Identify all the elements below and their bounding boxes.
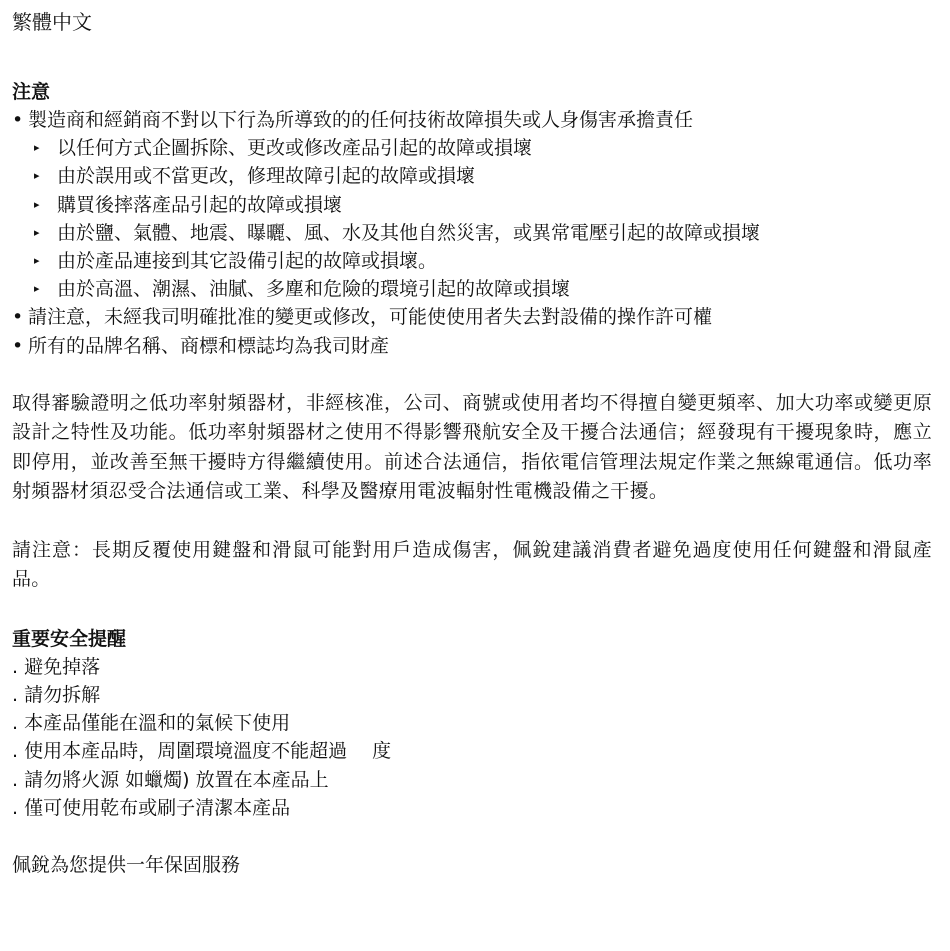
liability-item-text: 由於誤用或不當更改，修理故障引起的故障或損壞	[57, 165, 476, 188]
triangle-bullet-icon: ▸	[34, 169, 40, 183]
liability-item	[12, 134, 932, 162]
liability-item	[12, 247, 932, 275]
safety-item: . 請勿拆解	[12, 684, 101, 707]
safety-item: . 請勿將火源 如蠟燭) 放置在本產品上	[12, 768, 329, 791]
liability-item	[12, 162, 932, 190]
safety-item: . 僅可使用乾布或刷子清潔本產品	[12, 796, 291, 819]
liability-item-text: 由於鹽、氣體、地震、曝曬、風、水及其他自然災害，或異常電壓引起的故障或損壞	[57, 221, 761, 244]
triangle-bullet-icon: ▸	[34, 197, 40, 211]
bullet-dot: •	[12, 109, 24, 131]
triangle-bullet-icon: ▸	[34, 254, 40, 268]
liability-text: 製造商和經銷商不對以下行為所導致的的任何技術故障損失或人身傷害承擔責任	[28, 109, 694, 131]
language-title: 繁體中文	[12, 10, 92, 34]
trademark-notice-text: 所有的品牌名稱、商標和標誌均為我司財產	[28, 334, 390, 357]
safety-item: . 使用本產品時，周圍環境溫度不能超過 度	[12, 740, 392, 763]
notice-section	[12, 78, 932, 360]
warranty-statement: 佩銳為您提供一年保固服務	[12, 854, 241, 877]
modification-notice-bullet	[12, 303, 932, 331]
modification-notice-text: 請注意，未經我司明確批准的變更或修改，可能使使用者失去對設備的操作許可權	[28, 306, 713, 329]
fcc-paragraph: 取得審驗證明之低功率射頻器材，非經核准，公司、商號或使用者均不得擅自變更頻率、加大功率或變更原設計之特性及功能。低功率射頻器材之使用不得影響飛航安全及干擾合法通信；經發現有干擾現象時，應立即停用，並改善至無干擾時方得繼續使用。前述合法通信，指依電信管理法規定作業之無線電通信。低功率射頻器材須忍受合法通信或工業、科學及醫療用電波輻射性電機設備之干擾。	[12, 391, 932, 503]
liability-item	[12, 275, 932, 303]
liability-item-text: 以任何方式企圖拆除、更改或修改產品引起的故障或損壞	[57, 137, 533, 160]
liability-item-text: 由於高溫、潮濕、油膩、多塵和危險的環境引起的故障或損壞	[57, 278, 571, 301]
triangle-bullet-icon: ▸	[34, 141, 40, 155]
safety-section	[12, 625, 932, 822]
liability-item-text: 購買後摔落產品引起的故障或損壞	[57, 193, 343, 216]
safety-item: . 避免掉落	[12, 655, 101, 678]
liability-item-text: 由於產品連接到其它設備引起的故障或損壞。	[57, 250, 438, 273]
safety-item: . 本產品僅能在溫和的氣候下使用	[12, 712, 291, 735]
usage-warning-paragraph: 請注意：長期反覆使用鍵盤和滑鼠可能對用戶造成傷害，佩銳建議消費者避免過度使用任何鍵盤和滑鼠產品。	[12, 538, 932, 591]
notice-heading: 注意	[12, 81, 51, 103]
bullet-dot: •	[12, 334, 24, 357]
liability-item	[12, 219, 932, 247]
liability-item	[12, 191, 932, 219]
document-page	[12, 10, 932, 898]
trademark-notice-bullet	[12, 332, 932, 360]
bullet-dot: •	[12, 306, 24, 329]
liability-bullet	[12, 106, 932, 134]
triangle-bullet-icon: ▸	[34, 282, 40, 296]
triangle-bullet-icon: ▸	[34, 225, 40, 239]
safety-heading: 重要安全提醒	[12, 627, 127, 650]
